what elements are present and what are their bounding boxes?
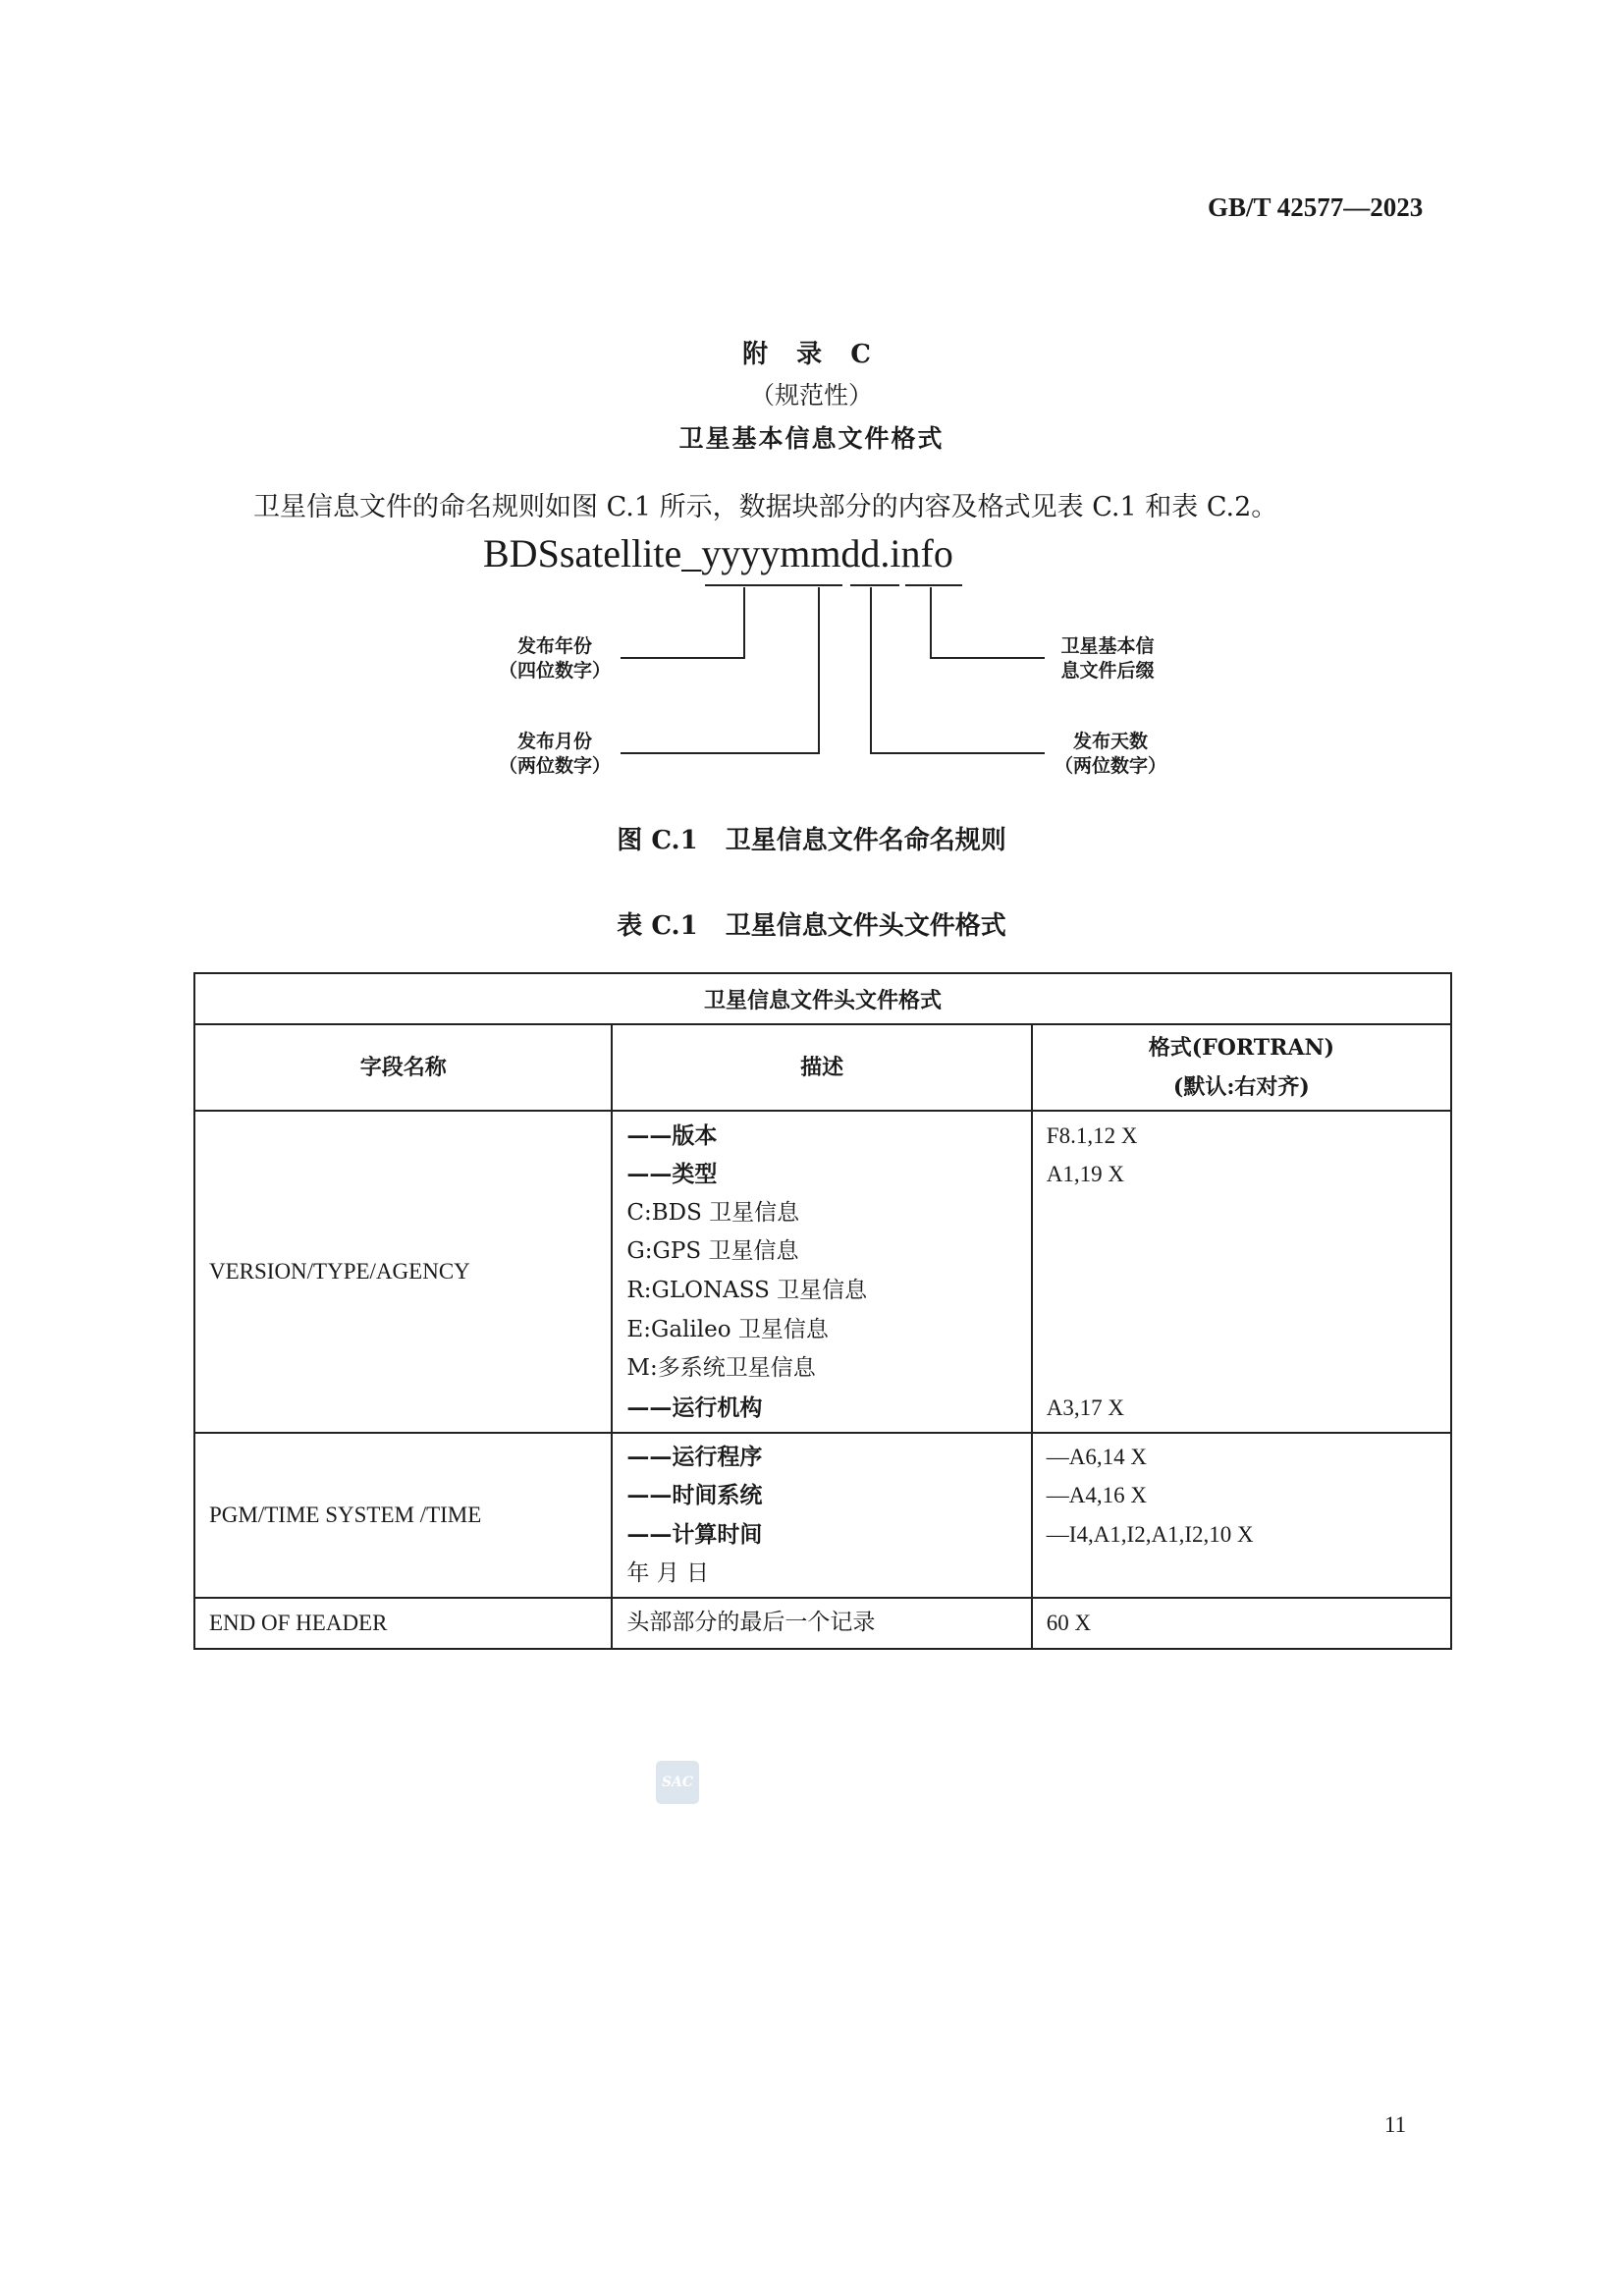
description-cell: ——版本 ——类型 C:BDS 卫星信息 G:GPS 卫星信息 R:GLONASS 卫星信息 E:Galileo 卫星信息 M:多系统卫星信息 ——运行机构 (612, 1111, 1031, 1433)
field-name: END OF HEADER (194, 1598, 612, 1649)
page-number: 11 (1384, 2112, 1407, 2137)
suffix-connector (931, 587, 1045, 658)
naming-rule-diagram (0, 0, 1623, 884)
intro-paragraph: 卫星信息文件的命名规则如图 C.1 所示，数据块部分的内容及格式见表 C.1 和表 C.2。 (253, 492, 1278, 522)
year-connector (621, 587, 744, 658)
figure-filename: BDSsatellite_yyyymmdd.info (483, 531, 953, 575)
month-connector (621, 587, 819, 753)
table-row (194, 1598, 1451, 1649)
field-name: PGM/TIME SYSTEM /TIME (194, 1433, 612, 1598)
table-row (194, 1433, 1451, 1598)
label-day: 发布天数 （两位数字） (1054, 731, 1166, 777)
appendix-name: 卫星基本信息文件格式 (678, 424, 945, 453)
field-name: VERSION/TYPE/AGENCY (194, 1111, 612, 1433)
day-connector (871, 587, 1045, 753)
header-format-table (193, 972, 1452, 1650)
column-header-description: 描述 (612, 1024, 1031, 1111)
appendix-title: 附 录 C (742, 340, 881, 369)
table-header-row (194, 1024, 1451, 1111)
watermark-stamp: SAC (656, 1761, 699, 1804)
table-row (194, 1111, 1451, 1433)
table-title-row (194, 973, 1451, 1024)
label-year: 发布年份 （四位数字） (498, 635, 611, 682)
label-suffix: 卫星基本信 息文件后缀 (1060, 635, 1155, 682)
standard-code: GB/T 42577—2023 (1208, 192, 1424, 222)
appendix-type: （规范性） (749, 381, 873, 410)
label-month: 发布月份 （两位数字） (498, 731, 611, 777)
figure-caption: 图 C.1 卫星信息文件名命名规则 (617, 826, 1006, 855)
column-header-format: 格式(FORTRAN) (默认:右对齐) (1032, 1024, 1451, 1111)
format-cell: 60 X (1032, 1598, 1451, 1649)
format-cell: —A6,14 X —A4,16 X —I4,A1,I2,A1,I2,10 X (1032, 1433, 1451, 1598)
table-title: 卫星信息文件头文件格式 (194, 973, 1451, 1024)
format-cell: F8.1,12 X A1,19 X A3,17 X (1032, 1111, 1451, 1433)
table-caption: 表 C.1 卫星信息文件头文件格式 (617, 911, 1006, 941)
description-cell: 头部部分的最后一个记录 (612, 1598, 1031, 1649)
column-header-field: 字段名称 (194, 1024, 612, 1111)
description-cell: ——运行程序 ——时间系统 ——计算时间 年 月 日 (612, 1433, 1031, 1598)
